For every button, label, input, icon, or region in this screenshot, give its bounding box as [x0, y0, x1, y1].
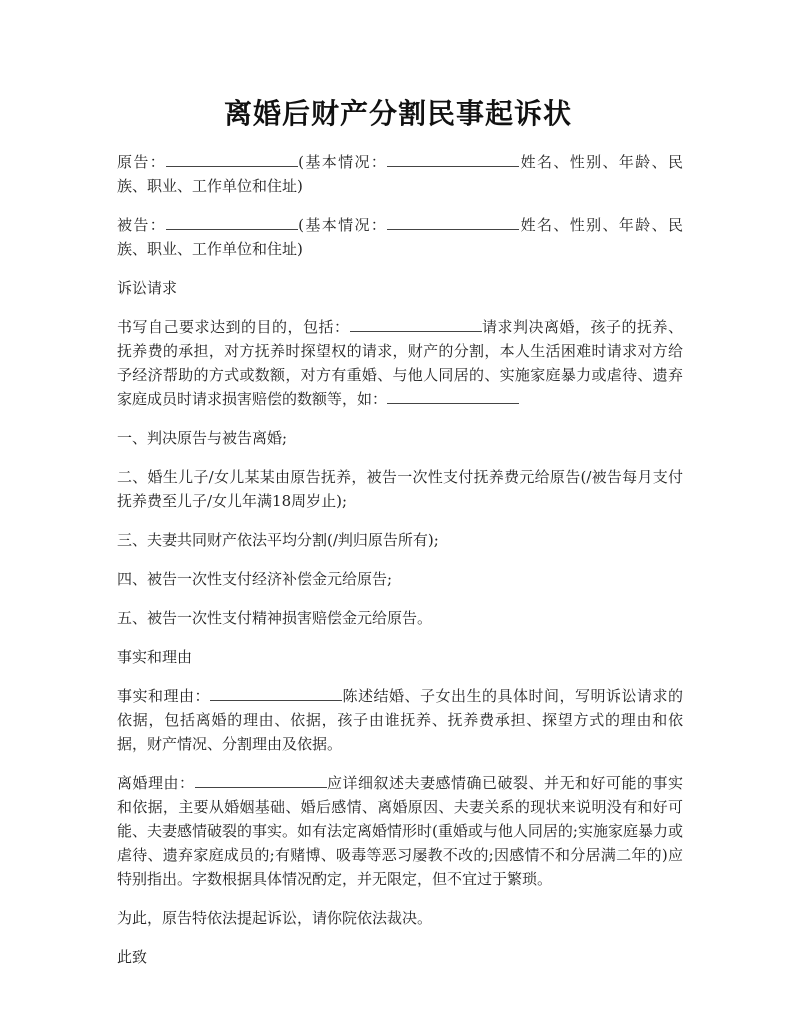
defendant-name-blank — [166, 214, 298, 230]
facts-prefix: 事实和理由： — [117, 687, 210, 705]
claim-item-4: 四、被告一次性支付经济补偿金元给原告; — [117, 570, 393, 588]
divorce-reason-prefix: 离婚理由： — [117, 774, 195, 792]
defendant-info-prefix: (基本情况： — [298, 216, 388, 234]
facts-paragraph — [117, 684, 683, 756]
claims-intro-blank — [350, 316, 482, 332]
plaintiff-label: 原告： — [117, 153, 167, 171]
plaintiff-name-blank — [166, 151, 298, 167]
plaintiff-info-blank — [387, 151, 519, 167]
defendant-info-blank — [387, 214, 519, 230]
claims-heading: 诉讼请求 — [117, 279, 178, 297]
document-body — [117, 150, 683, 984]
claim-item-1: 一、判决原告与被告离婚; — [117, 429, 288, 447]
defendant-label: 被告： — [117, 216, 167, 234]
claims-intro-prefix: 书写自己要求达到的目的，包括： — [117, 318, 350, 336]
divorce-reason-body: 应详细叙述夫妻感情确已破裂、并无和好可能的事实和依据，主要从婚姻基础、婚后感情、离婚原因、夫妻关系的现状来说明没有和好可能、夫妻感情破裂的事实。如有法定离婚情形时(重婚或与他人同居的;实施家庭暴力或虐待、遗弃家庭成员的;有赌博、吸毒等恶习屡教不改的;因感情不和分居满二年的)应特别指出。字数根据具体情况酌定，并无限定，但不宜过于繁琐。 — [117, 774, 683, 888]
plaintiff-info-suffix: 姓名、性别、年龄、民族、职业、工作单位和住址) — [117, 153, 683, 195]
facts-heading: 事实和理由 — [117, 648, 193, 666]
claim-item-5: 五、被告一次性支付精神损害赔偿金元给原告。 — [117, 609, 433, 627]
defendant-paragraph — [117, 213, 683, 261]
salutation: 此致 — [117, 948, 148, 966]
plaintiff-info-prefix: (基本情况： — [298, 153, 388, 171]
divorce-reason-paragraph — [117, 771, 683, 891]
claims-intro-body: 请求判决离婚，孩子的抚养、抚养费的承担，对方抚养时探望权的请求，财产的分割，本人生活困难时请求对方给予经济帮助的方式或数额，对方有重婚、与他人同居的、实施家庭暴力或虐待、遗弃家庭成员时请求损害赔偿的数额等，如： — [117, 318, 683, 408]
claims-intro-paragraph — [117, 315, 683, 411]
facts-body: 陈述结婚、子女出生的具体时间，写明诉讼请求的依据，包括离婚的理由、依据，孩子由谁抚养、抚养费承担、探望方式的理由和依据，财产情况、分割理由及依据。 — [117, 687, 683, 753]
document-title: 离婚后财产分割民事起诉状 — [223, 97, 572, 130]
facts-blank — [210, 685, 342, 701]
divorce-reason-blank — [195, 772, 327, 788]
defendant-info-suffix: 姓名、性别、年龄、民族、职业、工作单位和住址) — [117, 216, 683, 258]
claim-item-2: 二、婚生儿子/女儿某某由原告抚养，被告一次性支付抚养费元给原告(/被告每月支付抚养费至儿子/女儿年满18周岁止); — [117, 468, 683, 510]
claims-example-blank — [387, 388, 519, 404]
closing-paragraph: 为此，原告特依法提起诉讼，请你院依法裁决。 — [117, 909, 433, 927]
plaintiff-paragraph — [117, 150, 683, 198]
claim-item-3: 三、夫妻共同财产依法平均分割(/判归原告所有); — [117, 531, 439, 549]
